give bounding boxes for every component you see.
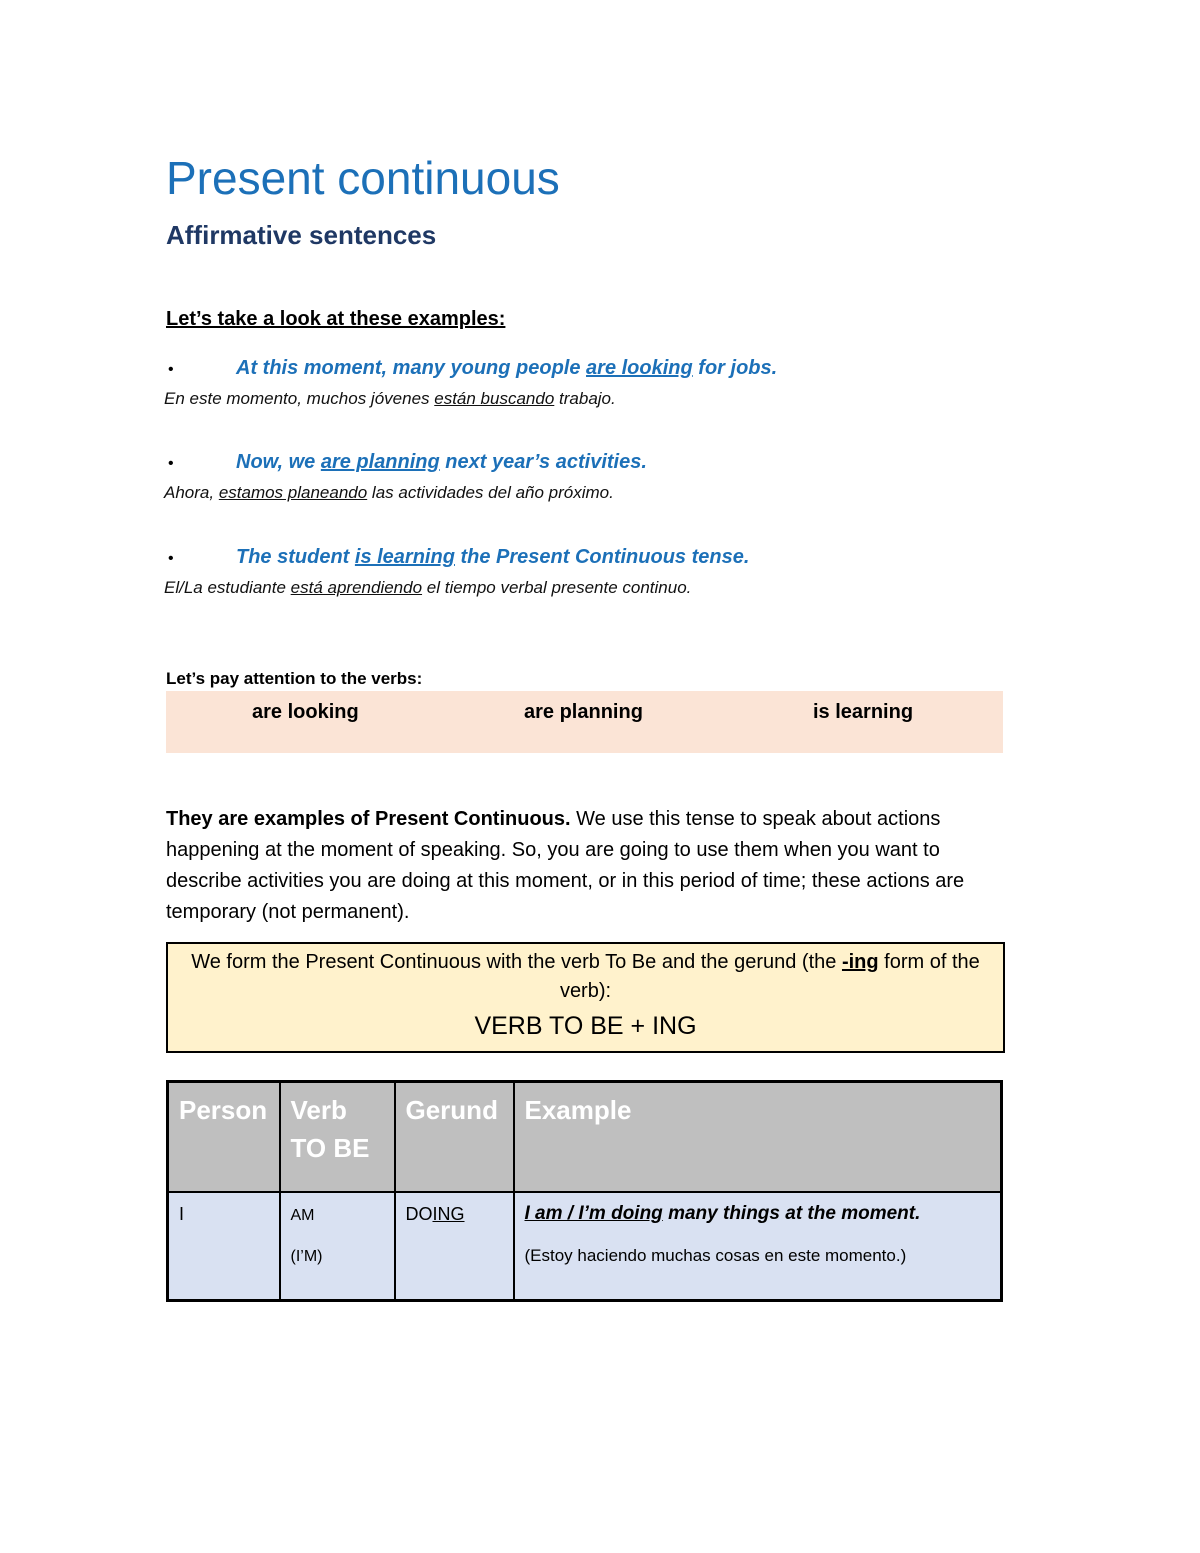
verb-item: are looking	[252, 701, 359, 723]
verb-item: is learning	[813, 701, 914, 723]
bullet-marker: •	[168, 455, 174, 472]
cell-person: I	[168, 1192, 280, 1301]
example-english: Now, we are planning next year’s activities.	[236, 451, 647, 473]
example-english: The student is learning the Present Continuous tense.	[236, 546, 750, 568]
header-verb: Verb TO BE	[280, 1082, 395, 1193]
cell-example: I am / I’m doing many things at the moment. (Estoy haciendo muchas cosas en este momento.)	[514, 1192, 1002, 1301]
examples-intro: Let’s take a look at these examples:	[166, 308, 506, 330]
verbs-highlight-box	[166, 691, 1003, 753]
example-spanish: En este momento, muchos jóvenes están buscando trabajo.	[164, 389, 616, 408]
page-title: Present continuous	[166, 152, 560, 204]
cell-verb: AM (I’M)	[280, 1192, 395, 1301]
header-person: Person	[168, 1082, 280, 1193]
table-row	[168, 1192, 1002, 1301]
header-gerund: Gerund	[395, 1082, 514, 1193]
ing-suffix: -ing	[841, 951, 879, 973]
verb-highlight: is learning	[354, 546, 455, 568]
verb-item: are planning	[524, 701, 643, 723]
table-header-row	[168, 1082, 1002, 1193]
section-heading: Affirmative sentences	[166, 220, 437, 250]
example-english: At this moment, many young people are looking for jobs.	[236, 357, 778, 379]
verb-highlight: are looking	[586, 357, 693, 379]
verb-highlight: está aprendiendo	[290, 578, 423, 597]
bullet-marker: •	[168, 550, 174, 567]
rule-formula: VERB TO BE + ING	[474, 1012, 697, 1040]
formation-rule-box	[166, 942, 1005, 1053]
header-example: Example	[514, 1082, 1002, 1193]
cell-gerund: DOING	[395, 1192, 514, 1301]
example-spanish: Ahora, estamos planeando las actividades del año próximo.	[164, 483, 614, 502]
rule-text: We form the Present Continuous with the verb To Be and the gerund (the -ing form of the verb):	[191, 951, 980, 1002]
verb-highlight: are planning	[320, 451, 440, 473]
verb-highlight: estamos planeando	[218, 483, 368, 502]
conjugation-table	[166, 1080, 1003, 1302]
verb-highlight: están buscando	[434, 389, 555, 408]
verbs-label: Let’s pay attention to the verbs:	[166, 669, 423, 688]
example-spanish: El/La estudiante está aprendiendo el tiempo verbal presente continuo.	[164, 578, 692, 597]
bullet-marker: •	[168, 361, 174, 378]
explanation-paragraph: They are examples of Present Continuous. We use this tense to speak about actions happening at the moment of speaking. So, you are going to use them when you want to describe activities you are doing at this moment, or in this period of time; these actions are temporary (not permanent).	[166, 808, 965, 923]
